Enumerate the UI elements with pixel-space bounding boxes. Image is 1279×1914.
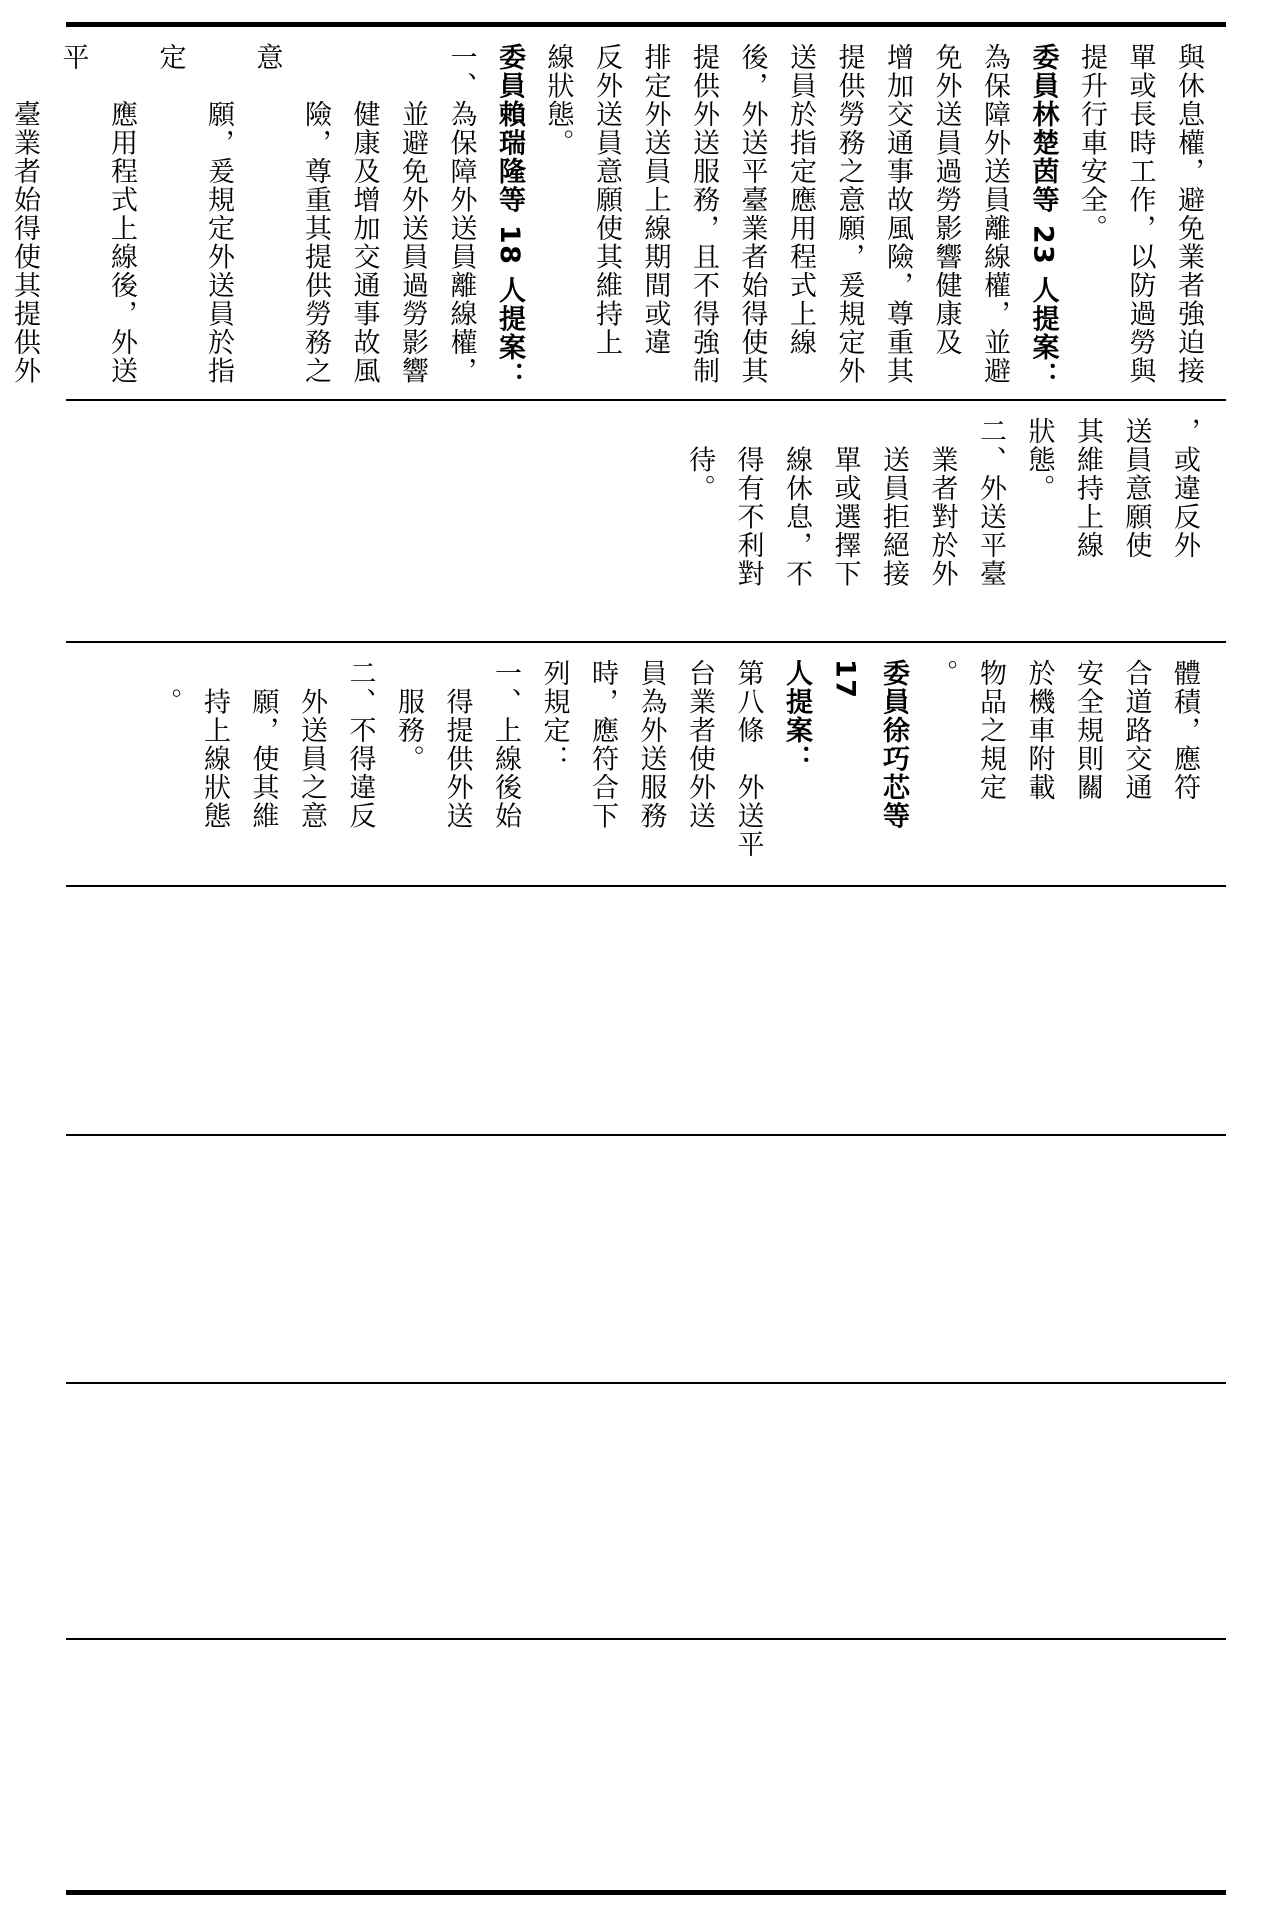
text-line: 二、外送平臺	[975, 417, 1006, 588]
text-line: 。	[926, 659, 958, 688]
text-line: 提供勞務之意願，爰規定外	[833, 43, 865, 385]
text-line: 線休息，不	[781, 417, 812, 588]
text-line: 險，尊重其提供勞務之意	[251, 43, 331, 385]
text-line: 得提供外送	[441, 659, 473, 830]
table-row-4	[66, 887, 1226, 1134]
text-line: 服務。	[393, 659, 424, 773]
text-line: 送員意願使	[1120, 417, 1152, 560]
table-row-3	[66, 643, 1226, 885]
text-line: 增加交通事故風險，尊重其	[882, 43, 913, 385]
text-line: 第八條 外送平	[732, 659, 764, 859]
row-1-text	[0, 43, 1212, 393]
text-line: 待。	[684, 417, 715, 503]
text-line: 外送員之意	[296, 659, 327, 830]
row-2-text	[675, 417, 1209, 635]
text-line: 時，應符合下	[587, 659, 618, 830]
text-line: 送員拒絕接	[878, 417, 909, 588]
text-line: 一、上線後始	[490, 659, 521, 830]
text-line: 願，使其維	[247, 659, 279, 830]
text-line: 送員於指定應用程式上線	[785, 43, 816, 357]
text-line: 安全規則關	[1072, 659, 1103, 802]
text-line: 排定外送員上線期間或違	[639, 43, 671, 357]
text-line: 為保障外送員離線權，並避	[979, 43, 1010, 385]
text-line: 列規定：	[538, 659, 570, 773]
proposal-heading: 委員林楚茵等 23 人提案：	[1027, 43, 1059, 391]
text-line: 願，爰規定外送員於指定	[154, 43, 234, 385]
text-line: 應用程式上線後，外送平	[57, 43, 137, 385]
text-line: 於機車附載	[1023, 659, 1055, 802]
table-row-2	[66, 401, 1226, 641]
text-line: 單或選擇下	[829, 417, 861, 588]
text-line: 物品之規定	[975, 659, 1006, 802]
text-line: ，或違反外	[1169, 417, 1200, 560]
text-line: 一、為保障外送員離線權，	[445, 43, 477, 385]
table-row-6	[66, 1384, 1226, 1638]
text-line: 。	[150, 659, 182, 716]
text-line: 二、不得違反	[344, 659, 376, 830]
proposal-heading: 委員賴瑞隆等 18 人提案：	[494, 43, 525, 391]
text-line: 員為外送服務	[635, 659, 667, 830]
text-line: 體積，應符	[1169, 659, 1200, 802]
bottom-border	[66, 1890, 1226, 1895]
text-line: 臺業者始得使其提供外	[9, 43, 40, 385]
text-line: 業者對於外	[926, 417, 958, 588]
text-line: 合道路交通	[1120, 659, 1152, 802]
text-line: 提升行車安全。	[1076, 43, 1107, 243]
text-line: 並避免外送員過勞影響	[397, 43, 428, 385]
proposal-heading: 人提案：	[781, 659, 812, 773]
text-line: 台業者使外送	[684, 659, 715, 830]
text-line: 單或長時工作，以防過勞與	[1124, 43, 1156, 385]
text-line: 線狀態。	[542, 43, 574, 157]
table-row-5	[66, 1136, 1226, 1382]
proposal-heading: 委員徐巧芯等 17	[829, 659, 909, 841]
text-line: 免外送員過勞影響健康及	[930, 43, 962, 357]
text-line: 後，外送平臺業者始得使其	[736, 43, 768, 385]
text-line: 反外送員意願使其維持上	[591, 43, 622, 357]
text-line: 持上線狀態	[199, 659, 230, 830]
text-line: 與休息權，避免業者強迫接	[1173, 43, 1204, 385]
text-line: 提供外送服務，且不得強制	[688, 43, 719, 385]
text-line: 狀態。	[1023, 417, 1055, 503]
text-line: 其維持上線	[1072, 417, 1103, 560]
row-3-text	[141, 659, 1208, 879]
table-row-1	[9, 27, 1226, 399]
text-line: 健康及增加交通事故風	[348, 43, 380, 385]
text-line: 得有不利對	[732, 417, 764, 588]
row-divider-6	[66, 1638, 1226, 1640]
